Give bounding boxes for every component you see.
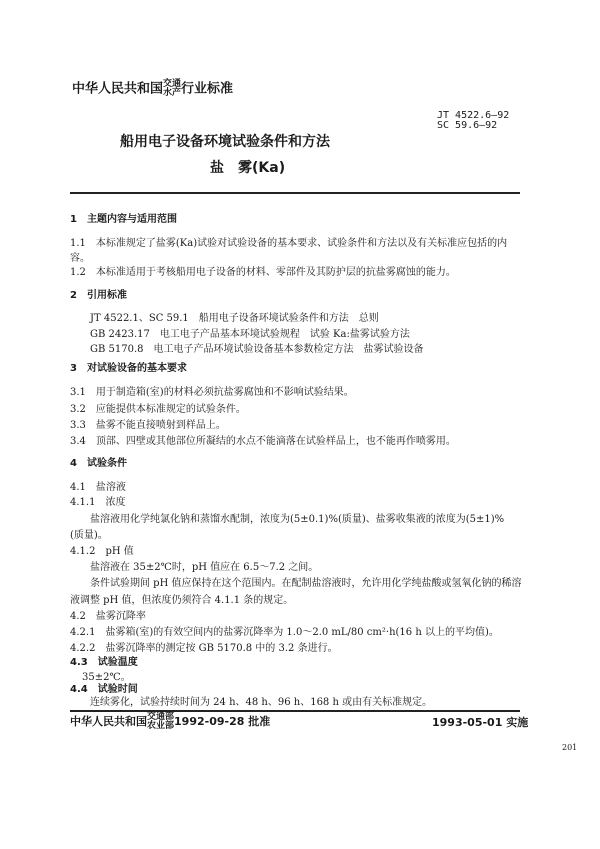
clause-4-1: 4.1 盐溶液 bbox=[70, 482, 126, 493]
reference-1: JT 4522.1、SC 59.1 船用电子设备环境试验条件和方法 总则 bbox=[90, 313, 379, 324]
header-standard-type: 行业标准 bbox=[181, 81, 234, 97]
clause-4-2: 4.2 盐雾沉降率 bbox=[70, 611, 146, 622]
header-ministries: 交通 水产 bbox=[163, 79, 182, 98]
paragraph-temperature: 35±2℃。 bbox=[82, 672, 131, 683]
paragraph-ph-adjust: 条件试验期间 pH 值应保持在这个范围内。在配制盐溶液时，允许用化学纯盐酸或氢氧化钠的稀溶 bbox=[90, 578, 522, 589]
clause-4-2-2-text: 4.2.2 盐雾沉降率的测定按 GB 5170.8 中的 3.2 条进行。 bbox=[70, 643, 338, 654]
clause-3-1: 3.1 用于制造箱(室)的材料必须抗盐雾腐蚀和不影响试验结果。 bbox=[70, 387, 354, 398]
paragraph-ph-adjust-cont: 液调整 pH 值，但浓度仍须符合 4.1.1 条的规定。 bbox=[70, 595, 294, 606]
code-sc: SC 59.6—92 bbox=[437, 120, 498, 131]
section-2-heading: 2 引用标准 bbox=[70, 290, 127, 301]
clause-4-4: 4.4 试验时间 bbox=[70, 684, 138, 695]
clause-3-4: 3.4 顶部、四壁或其他部位所凝结的水点不能滴落在试验样品上，也不能再作喷雾用。 bbox=[70, 436, 456, 447]
effective-date: 1993-05-01 实施 bbox=[432, 716, 529, 729]
section-1-heading: 1 主题内容与适用范围 bbox=[70, 214, 177, 225]
clause-1-2: 1.2 本标准适用于考核船用电子设备的材料、零部件及其防护层的抗盐雾腐蚀的能力。 bbox=[70, 267, 456, 278]
footer-approval: 中华人民共和国 交通部 农业部 1992-09-28 批准 bbox=[70, 712, 271, 731]
document-subtitle: 盐 雾(Ka) bbox=[210, 160, 286, 176]
paragraph-concentration: 盐溶液用化学纯氯化钠和蒸馏水配制，浓度为(5±0.1)%(质量)、盐雾收集液的浓度为(5±1)% bbox=[90, 514, 505, 525]
paragraph-ph: 盐溶液在 35±2℃时，pH 值应在 6.5～7.2 之间。 bbox=[90, 562, 319, 573]
clause-1-1: 1.1 本标准规定了盐雾(Ka)试验对试验设备的基本要求、试验条件和方法以及有关标准应包括的内 bbox=[70, 238, 508, 249]
reference-2: GB 2423.17 电工电子产品基本环境试验规程 试验 Ka:盐雾试验方法 bbox=[90, 329, 410, 340]
paragraph-duration-text: 连续雾化，试验持续时间为 24 h、48 h、96 h、168 h 或由有关标准规定。 bbox=[90, 697, 433, 708]
clause-3-2: 3.2 应能提供本标准规定的试验条件。 bbox=[70, 404, 246, 415]
clause-4-1-2: 4.1.2 pH 值 bbox=[70, 546, 134, 557]
clause-4-1-1: 4.1.1 浓度 bbox=[70, 497, 126, 508]
section-4-heading: 4 试验条件 bbox=[70, 458, 127, 469]
clause-4-2-1: 4.2.1 盐雾箱(室)的有效空间内的盐雾沉降率为 1.0～2.0 mL/80 cm²·h(16 h 以上的平均值)。 bbox=[70, 627, 499, 638]
header-divider bbox=[70, 192, 520, 194]
document-title: 船用电子设备环境试验条件和方法 bbox=[120, 134, 330, 150]
section-3-heading: 3 对试验设备的基本要求 bbox=[70, 363, 187, 374]
approval-date: 1992-09-28 批准 bbox=[174, 715, 271, 728]
clause-3-3: 3.3 盐雾不能直接喷射到样品上。 bbox=[70, 420, 226, 431]
footer-divider bbox=[70, 710, 520, 712]
code-jt: JT 4522.6—92 bbox=[437, 110, 510, 121]
clause-1-1-cont: 容。 bbox=[70, 253, 90, 264]
clause-4-3: 4.3 试验温度 bbox=[70, 657, 138, 668]
paragraph-concentration-cont: (质量)。 bbox=[70, 530, 108, 541]
page-number: 201 bbox=[562, 743, 578, 752]
header-country: 中华人民共和国 bbox=[72, 81, 164, 97]
standard-header bbox=[72, 80, 233, 98]
reference-3: GB 5170.8 电工电子产品环境试验设备基本参数检定方法 盐雾试验设备 bbox=[90, 344, 424, 355]
footer-ministries: 交通部 农业部 bbox=[147, 712, 175, 731]
